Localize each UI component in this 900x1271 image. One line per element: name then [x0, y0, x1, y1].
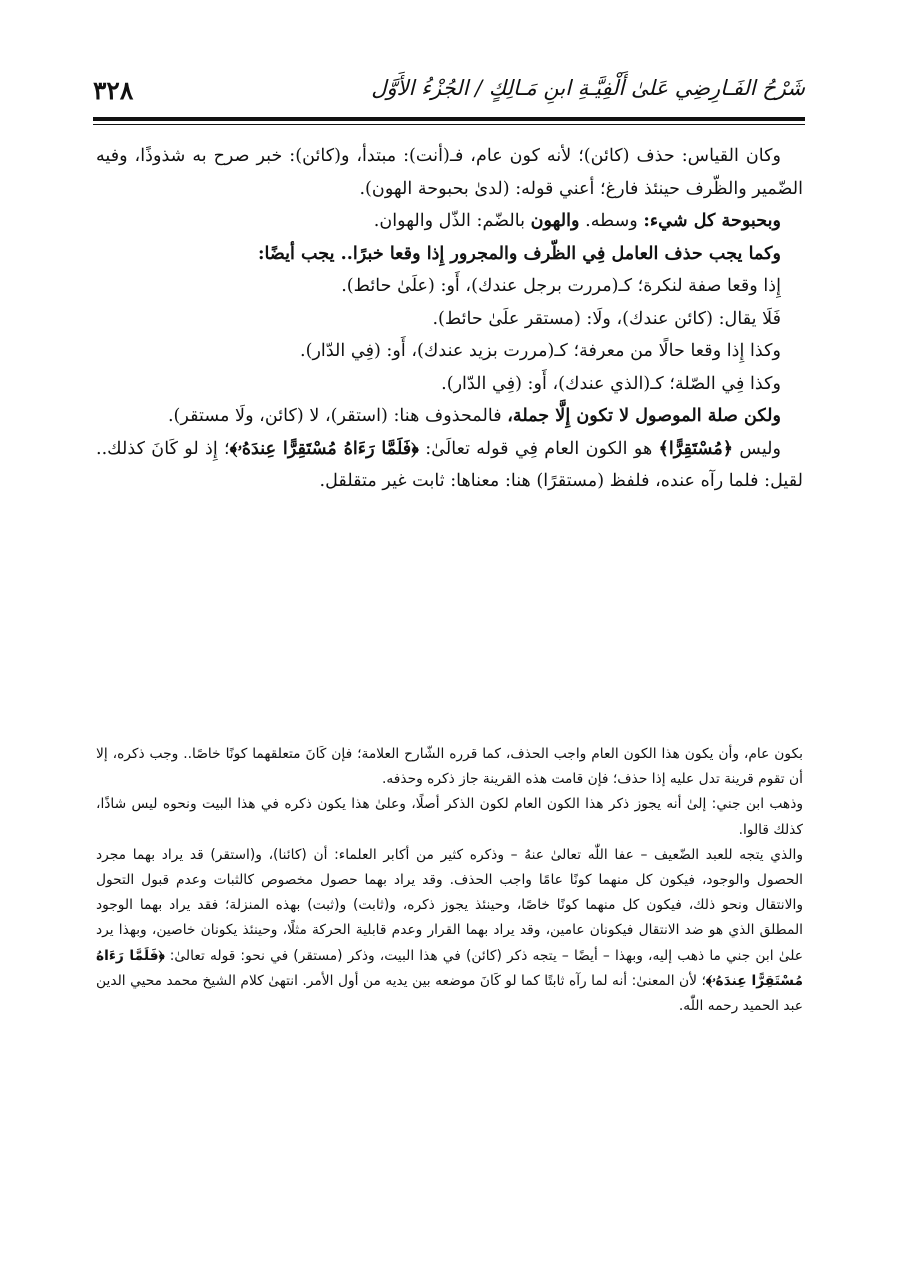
bold-matn: وكما يجب حذف العامل فِي الظّرف والمجرور إِذا وقعا خبرًا.. يجب أيضًا: [257, 242, 781, 264]
paragraph [96, 303, 803, 336]
bold-matn: ولكن صلة الموصول لا تكون إِلَّا جملة، [507, 405, 781, 426]
footnote-paragraph [96, 742, 803, 792]
paragraph [96, 238, 803, 271]
running-title: شَرْحُ الفَـارِضِي عَلىٰ أَلْفِيَّـةِ ابنِ مَـالِكٍ / الجُزْءُ الأَوَّل [371, 76, 805, 100]
header-rule-thick [93, 117, 805, 121]
footnote-text: بكون عام، وأن يكون هذا الكون العام واجب الحذف، كما قرره الشّارح العلامة؛ فإن كَانَ متعلقهما كونًا خاصًا.. وجب ذكره، إلا أن تقوم قرينة تدل عليه إذا حذف؛ فإن قامت هذه القرينة جاز ذكره وحذفه. [96, 746, 803, 788]
paragraph [96, 433, 803, 498]
quran-quote: ﴿فَلَمَّا رَءَاهُ مُسْتَقِرًّا عِندَهُۥ﴾ [229, 437, 419, 459]
main-text [96, 140, 803, 498]
paragraph [96, 368, 803, 401]
bold-term: والهون [530, 210, 580, 231]
paragraph [96, 140, 803, 205]
paragraph-text: هو الكون العام فِي قوله تعالَىٰ: [418, 438, 659, 459]
page-number: ٣٢٨ [93, 76, 134, 105]
paragraph-text: إِذا وقعا صفة لنكرة؛ كـ(مررت برجل عندك)، أَو: (علَىٰ حائط). [341, 276, 781, 296]
bold-term: وبحبوحة كل شيء: [643, 210, 781, 231]
running-header [93, 68, 805, 118]
paragraph [96, 270, 803, 303]
paragraph-text: ؛ إِذ لو كَانَ كذلك.. لقيل: فلما رآه عنده، فلفظ (مستقرًا) هنا: معناها: ثابت غير متقلقل. [96, 438, 803, 491]
footnotes [96, 742, 803, 1019]
quran-quote: ﴿مُسْتَقِرًّا﴾ [658, 437, 734, 459]
paragraph [96, 335, 803, 368]
paragraph [96, 205, 803, 238]
paragraph-text: وكان القياس: حذف (كائن)؛ لأنه كون عام، فـ(أنت): مبتدأ، و(كائن): خبر صرح به شذوذًا، وفيه الضّمير والظّرف حينئذ فارغ؛ أعني قوله: (لدىٰ بحبوحة الهون). [96, 146, 803, 199]
footnote-paragraph [96, 792, 803, 842]
header-rule-thin [93, 124, 805, 125]
paragraph-text: وكذا إِذا وقعا حالًا من معرفة؛ كـ(مررت بزيد عندك)، أَو: (فِي الدّار). [299, 341, 781, 361]
paragraph-text: فَلَا يقال: (كائن عندك)، ولَا: (مستقر علَىٰ حائط). [432, 308, 781, 329]
footnote-text: وذهب ابن جني: إلىٰ أنه يجوز ذكر هذا الكون العام لكون الذكر أصلًا، وعلىٰ هذا يكون ذكره في هذا البيت ونحوه ليس شاذًا، كذلك قالوا. [96, 796, 803, 838]
paragraph-text: وكذا فِي الصّلة؛ كـ(الذي عندك)، أَو: (فِي الدّار). [441, 373, 781, 394]
paragraph-text: فالمحذوف هنا: (استقر)، لا (كائن، ولَا مستقر). [167, 406, 508, 426]
paragraph-text: وسطه. [579, 211, 644, 231]
paragraph [96, 400, 803, 433]
footnote-text: والذي يتجه للعبد الضّعيف – عفا اللّٰه تعالىٰ عنهُ – وذكره كثير من أكابر العلماء: أن (كائنا)، و(استقر) قد يراد بهما مجرد الحصول والوجود، فيكون كل منهما كونًا عامًا واجب الحذف. وقد يراد بهما حصول مخصوص كالثبات وعدم قبول التحول والانتقال ونحو ذلك، فيكون كل منهما كونًا خاصًا، وحينئذ يجوز ذكره، و(ثابت) و(ثبت) بهذه المنزلة؛ فقد يراد بهما الوجود المطلق الذي هو ضد الانتقال فيكونان عامين، وقد يراد بهما القرار وعدم قابلية الحركة مثلًا، وحينئذ يكونان خاصين، وبهذا يرد علىٰ ابن جني ما ذهب إليه، وبهذا – أيضًا – يتجه ذكر (كائن) في هذا البيت، وذكر (مستقر) في نحو: قوله تعالىٰ: [96, 846, 803, 964]
footnote-paragraph [96, 843, 803, 1019]
footnote-text: ؛ لأن المعنىٰ: أنه لما رآه ثابتًا كما لو كَانَ موضعه بين يديه من أول الأمر. انتهىٰ كلام الشيخ محمد محيي الدين عبد الحميد رحمه اللّٰه. [96, 972, 803, 1015]
paragraph-text: بالضّم: الذّل والهوان. [373, 211, 531, 231]
paragraph-text: وليس [733, 438, 781, 459]
quran-quote: ﴿فَلَمَّا رَءَاهُ مُسْتَقِرًّا عِندَهُۥ﴾ [96, 947, 803, 989]
